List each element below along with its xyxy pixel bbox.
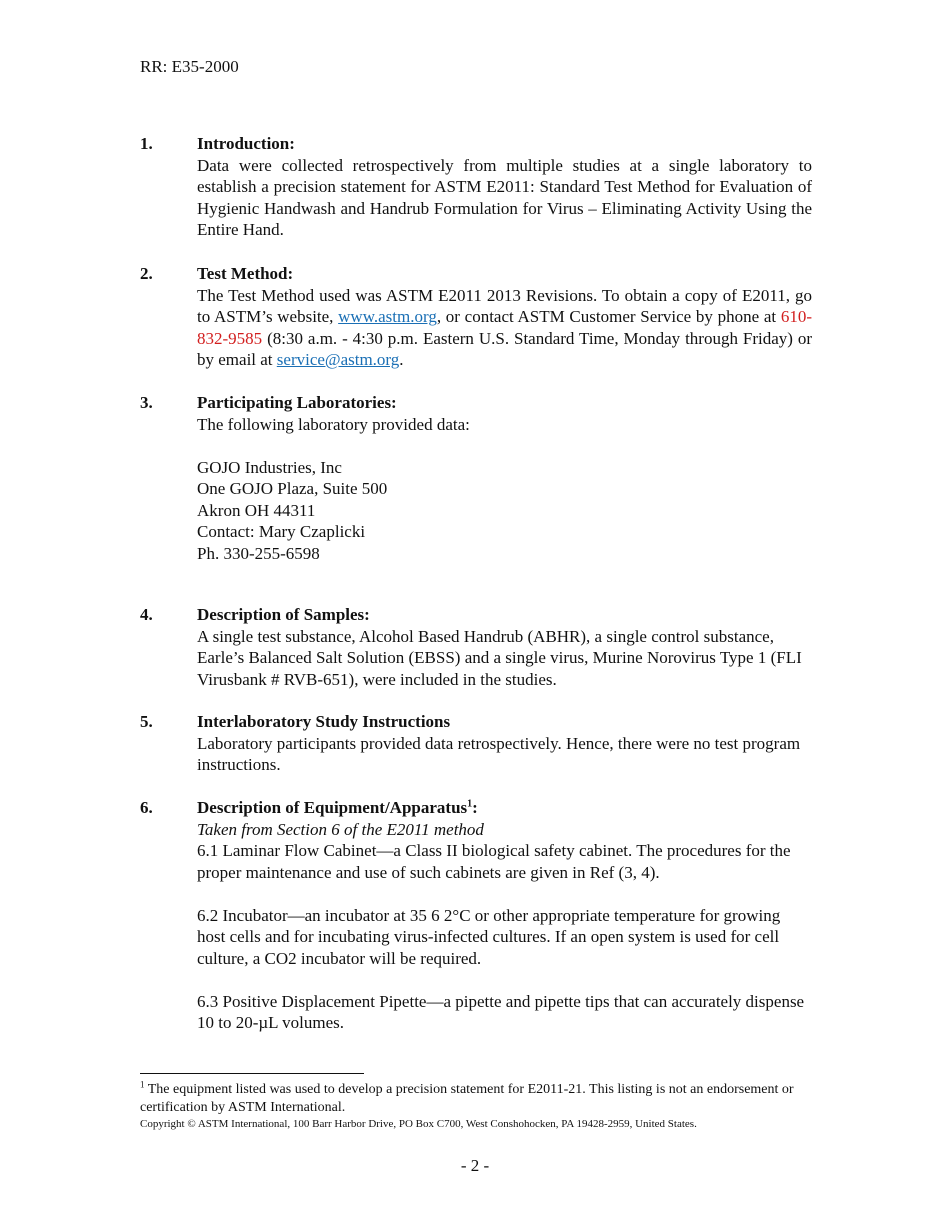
- body-text: The Test Method used was ASTM E2011 2013 Revisions. To obtain a copy of E2011, go to ASTM’s website,: [197, 285, 812, 326]
- section-title: Introduction:: [197, 134, 295, 153]
- lab-contact-line: Contact: Mary Czaplicki: [197, 522, 366, 541]
- service-email-link[interactable]: service@astm.org: [276, 350, 400, 369]
- body-text: , or contact ASTM Customer Service by phone at: [436, 307, 781, 326]
- running-header: RR: E35-2000: [140, 57, 239, 76]
- section-body: A single test substance, Alcohol Based Handrub (ABHR), a single control substance, Earle’s Balanced Salt Solution (EBSS) and a single virus, Murine Norovirus Type 1 (FLI Virusbank # RVB-651), were included in the studies.: [197, 626, 802, 689]
- lab-address-line: Akron OH 44311: [197, 500, 316, 520]
- section-participating-laboratories: [140, 392, 812, 564]
- customer-service-phone: 610-832-9585: [197, 307, 812, 348]
- section-title-text: Description of Equipment/Apparatus: [197, 798, 468, 817]
- equipment-item-laminar-flow: 6.1 Laminar Flow Cabinet—a Class II biological safety cabinet. The procedures for the proper maintenance and use of such cabinets are given in Ref (3, 4).: [197, 841, 791, 882]
- section-equipment: [140, 797, 812, 1034]
- footnote-text: The equipment listed was used to develop a precision statement for E2011-21. This listing is not an endorsement or certification by ASTM International.: [140, 1082, 794, 1115]
- section-number: 1.: [140, 134, 153, 153]
- lab-phone-line: Ph. 330-255-6598: [197, 543, 320, 563]
- copyright-notice: Copyright © ASTM International, 100 Barr Harbor Drive, PO Box C700, West Conshohocken, PA 19428-2959, United States.: [140, 1118, 697, 1130]
- lab-address-line: GOJO Industries, Inc: [197, 457, 342, 477]
- section-number: 4.: [140, 605, 153, 624]
- footnote: [140, 1081, 800, 1117]
- section-title: Participating Laboratories:: [197, 393, 397, 412]
- section-subtitle: Taken from Section 6 of the E2011 method: [197, 819, 484, 839]
- section-description-of-samples: [140, 604, 812, 690]
- section-introduction: [140, 133, 812, 241]
- section-title: Description of Samples:: [197, 605, 370, 624]
- section-number: 3.: [140, 393, 153, 412]
- section-title-colon: :: [472, 798, 478, 817]
- section-title: Test Method:: [197, 264, 294, 283]
- section-number: 6.: [140, 798, 153, 817]
- footnote-divider: [140, 1073, 364, 1074]
- section-study-instructions: [140, 711, 812, 776]
- section-test-method: [140, 263, 812, 371]
- page-number: - 2 -: [460, 1156, 490, 1175]
- lab-address-line: One GOJO Plaza, Suite 500: [197, 479, 388, 498]
- equipment-item-pipette: 6.3 Positive Displacement Pipette—a pipette and pipette tips that can accurately dispense 10 to 20-µL volumes.: [197, 991, 805, 1032]
- equipment-item-incubator: 6.2 Incubator—an incubator at 35 6 2°C or other appropriate temperature for growing host cells and for incubating virus-infected cultures. If an open system is used for cell culture, a CO2 incubator will be required.: [197, 905, 781, 968]
- body-text: .: [399, 350, 404, 369]
- section-title: Interlaboratory Study Instructions: [197, 712, 451, 731]
- section-number: 5.: [140, 712, 153, 731]
- section-body: [197, 285, 812, 371]
- footnote-mark: 1: [140, 1079, 145, 1090]
- section-body: Laboratory participants provided data retrospectively. Hence, there were no test program instructions.: [197, 733, 801, 774]
- section-title: [197, 797, 812, 819]
- section-intro: The following laboratory provided data:: [197, 414, 470, 434]
- section-number: 2.: [140, 264, 153, 283]
- section-body: Data were collected retrospectively from multiple studies at a single laboratory to establish a precision statement for ASTM E2011: Standard Test Method for Evaluation of Hygienic Handwash and Handrub Formulation for Virus – Eliminating Activity Using the Entire Hand.: [197, 155, 812, 239]
- astm-website-link[interactable]: www.astm.org: [338, 307, 437, 326]
- body-text: (8:30 a.m. - 4:30 p.m. Eastern U.S. Standard Time, Monday through Friday) or by email at: [197, 328, 812, 369]
- footnote-reference[interactable]: 1: [467, 798, 473, 810]
